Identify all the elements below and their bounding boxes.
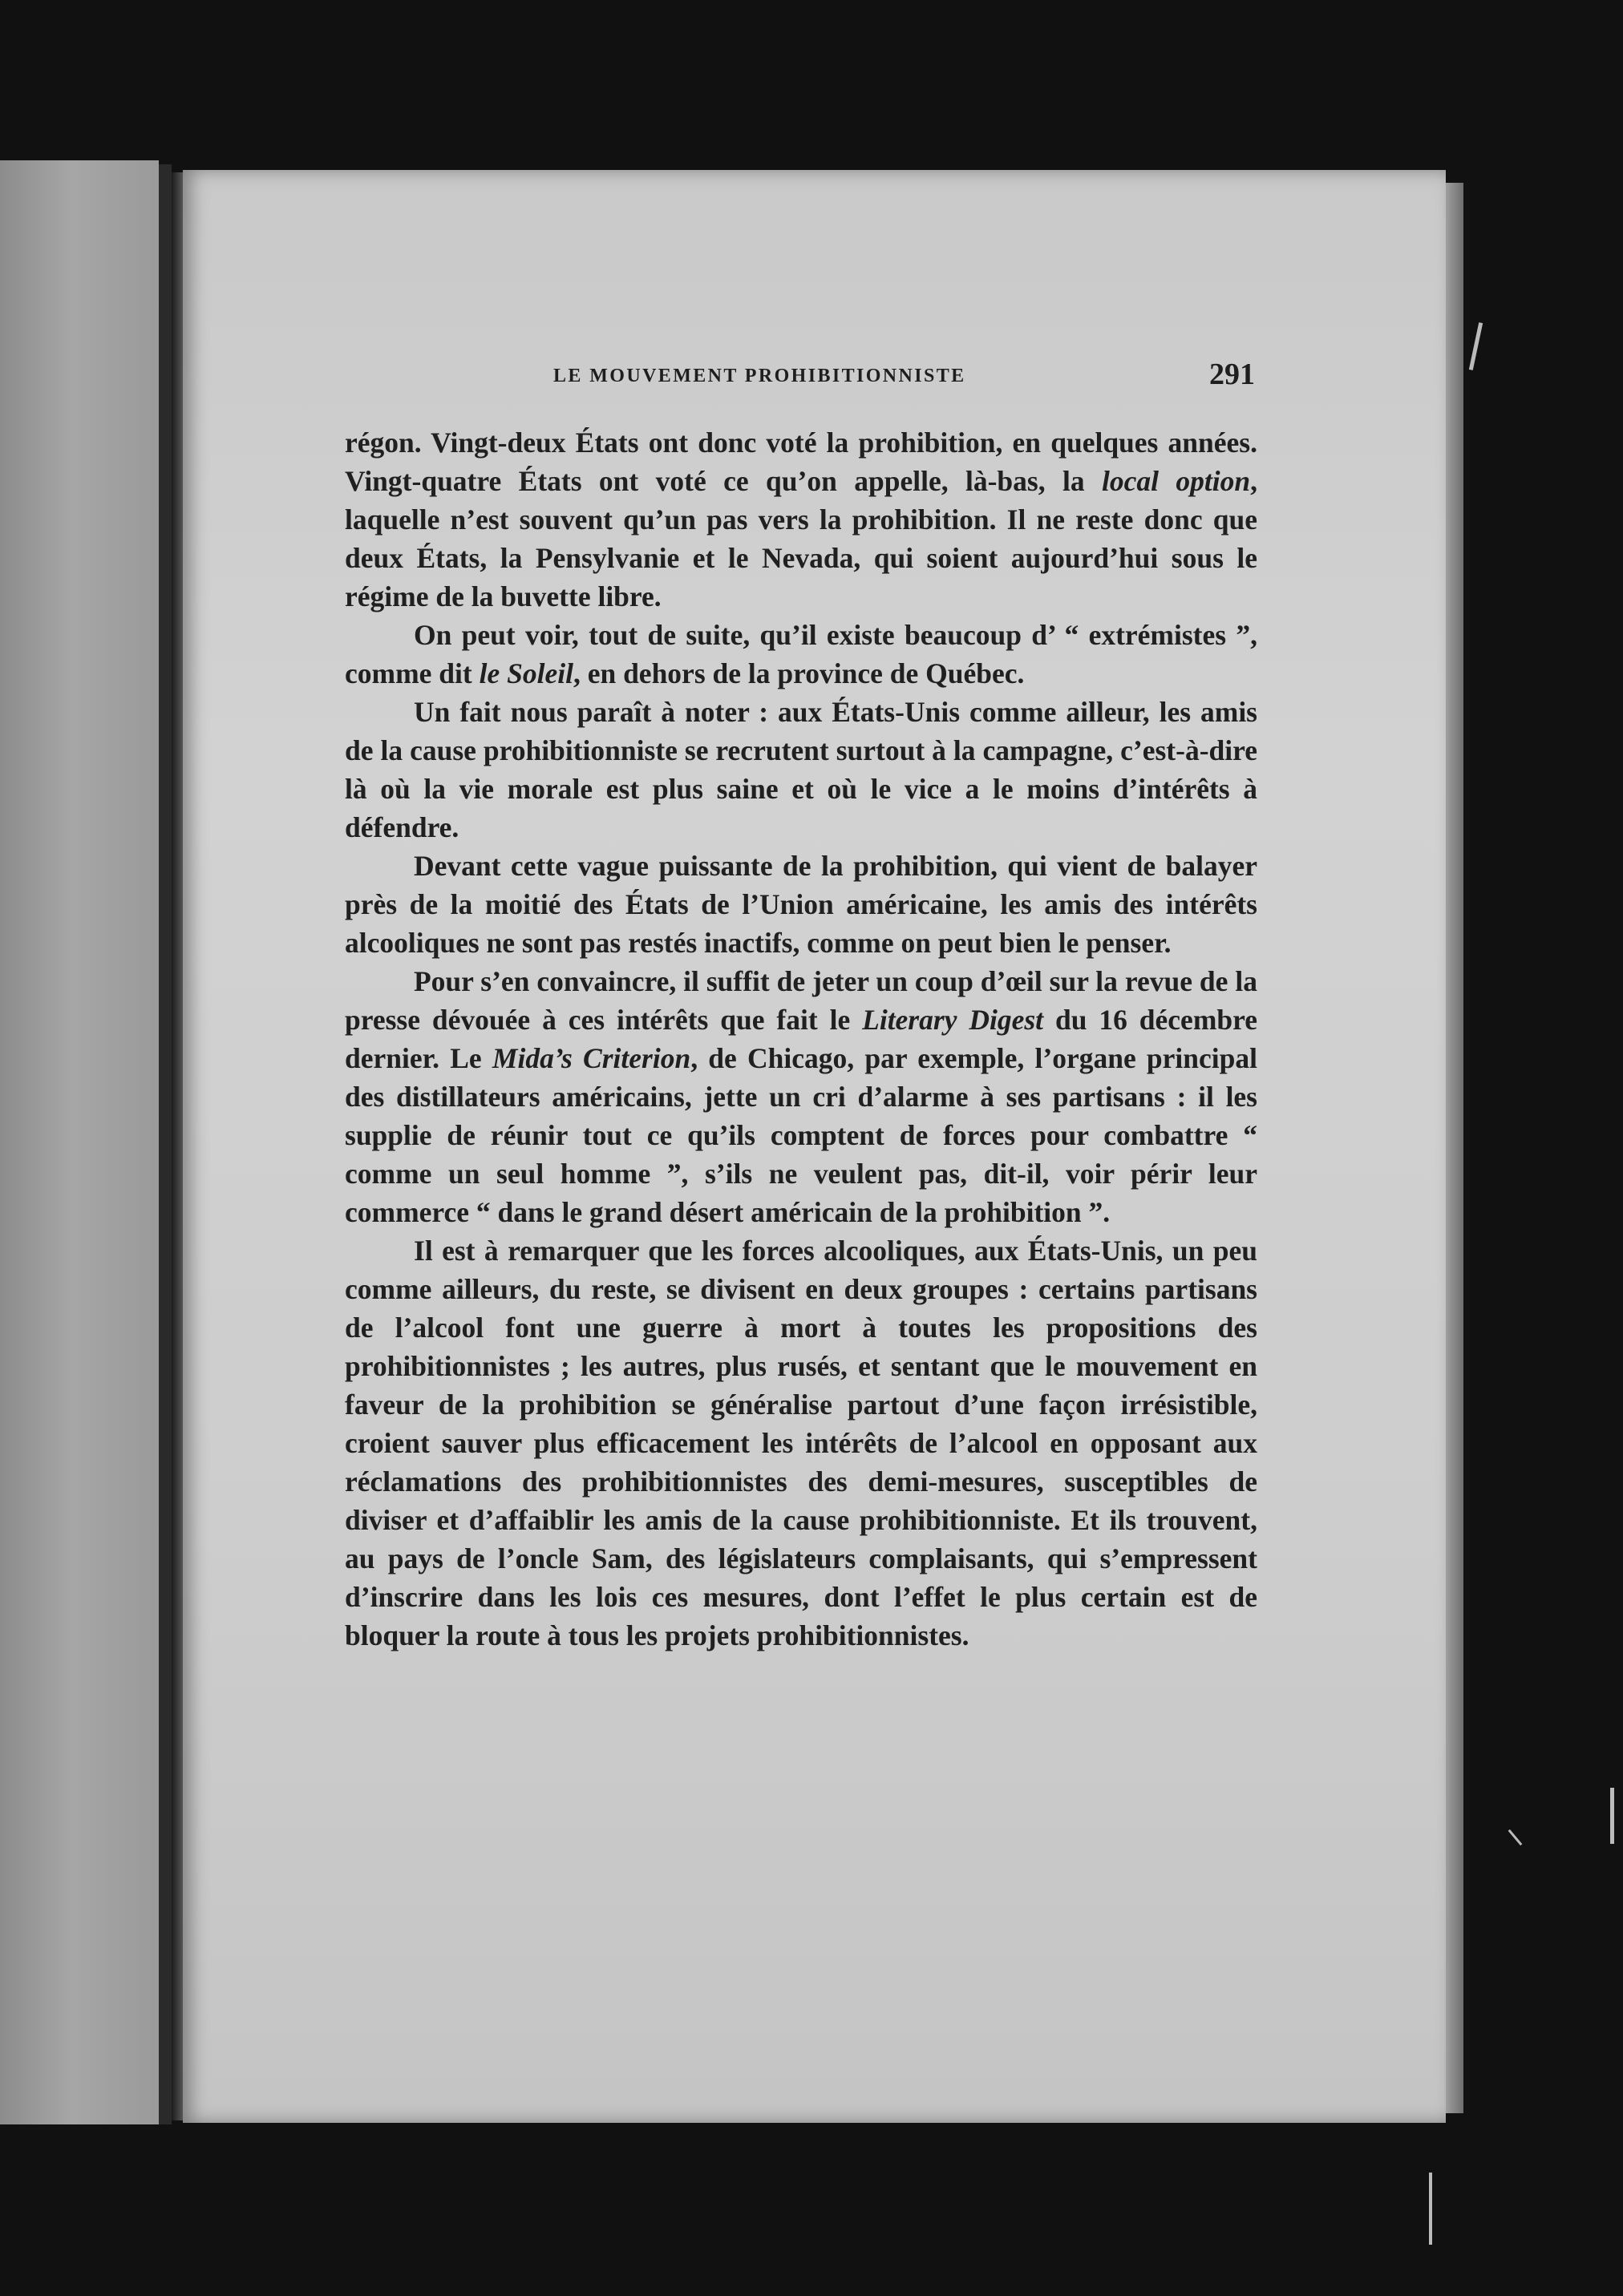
text-run: On peut voir, tout de suite, qu’il existe beaucoup d’ “ extrémistes ”, comme dit	[345, 619, 1257, 689]
running-head: LE MOUVEMENT PROHIBITIONNISTE	[553, 366, 966, 386]
text-run: Devant cette vague puissante de la prohibition, qui vient de balayer près de la moitié des États de l’Union américaine, les amis des intérêts alcooliques ne sont pas restés inactifs, comme on peut bien le penser.	[345, 850, 1257, 959]
text-run: , laquelle n’est souvent qu’un pas vers la prohibition. Il ne reste donc que deux États, la Pensylvanie et le Nevada, qui soient aujourd’hui sous le régime de la buvette libre.	[345, 465, 1257, 612]
paragraph	[345, 1231, 1257, 1655]
text-run: Il est à remarquer que les forces alcooliques, aux États-Unis, un peu comme ailleurs, du reste, se divisent en deux groupes : certains partisans de l’alcool font une guerre à mort à toutes les propositions des prohibitionnistes ; les autres, plus rusés, et sentant que le mouvement en faveur de la prohibition se généralise partout d’une façon irrésistible, croient sauver plus efficacement les intérêts de l’alcool en opposant aux réclamations des prohibitionnistes des demi-mesures, susceptibles de diviser et d’affaiblir les amis de la cause prohibitionniste. Et ils trouvent, au pays de l’oncle Sam, des législateurs complaisants, qui s’empressent d’inscrire dans les lois ces mesures, dont l’effet le plus certain est de bloquer la route à tous les projets prohibitionnistes.	[345, 1235, 1257, 1651]
italic-text: le Soleil	[479, 657, 573, 689]
page-gutter-edge	[159, 164, 172, 2124]
text-run: du 16 décembre dernier. Le	[345, 1004, 1258, 1074]
previous-page-edge	[0, 160, 159, 2124]
page-right-edge	[1446, 183, 1463, 2113]
text-run: , en dehors de la province de Québec.	[573, 657, 1025, 689]
italic-text: Literary Digest	[862, 1004, 1044, 1036]
stray-mark	[1469, 322, 1483, 370]
stray-mark	[1610, 1788, 1614, 1844]
italic-text: Mida’s Criterion	[492, 1042, 691, 1074]
text-run: Un fait nous paraît à noter : aux États-Unis comme ailleur, les amis de la cause prohibitionniste se recrutent surtout à la campagne, c’est-à-dire là où la vie morale est plus saine et où le vice a le moins d’intérêts à défendre.	[345, 696, 1257, 843]
paragraph	[345, 847, 1257, 962]
italic-text: local option	[1102, 465, 1251, 497]
stray-mark	[1429, 2173, 1432, 2245]
body-text	[345, 423, 1257, 1655]
paragraph	[345, 693, 1257, 847]
page-number: 291	[1209, 358, 1255, 391]
text-run: régon. Vingt-deux États ont donc voté la prohibition, en quelques années. Vingt-quatre États ont voté ce qu’on appelle, là-bas, la	[345, 426, 1257, 497]
paragraph	[345, 962, 1257, 1231]
stray-mark	[1508, 1829, 1523, 1845]
text-run: Pour s’en convaincre, il suffit de jeter un coup d’œil sur la revue de la presse dévouée à ces intérêts que fait le	[345, 965, 1257, 1036]
text-run: , de Chicago, par exemple, l’organe principal des distillateurs américains, jette un cri d’alarme à ses partisans : il les supplie de réunir tout ce qu’ils comptent de forces pour combattre “ comme un seul homme ”, s’ils ne veulent pas, dit-il, voir périr leur commerce “ dans le grand désert américain de la prohibition ”.	[345, 1042, 1258, 1228]
paragraph	[345, 423, 1257, 616]
paragraph	[345, 616, 1257, 693]
